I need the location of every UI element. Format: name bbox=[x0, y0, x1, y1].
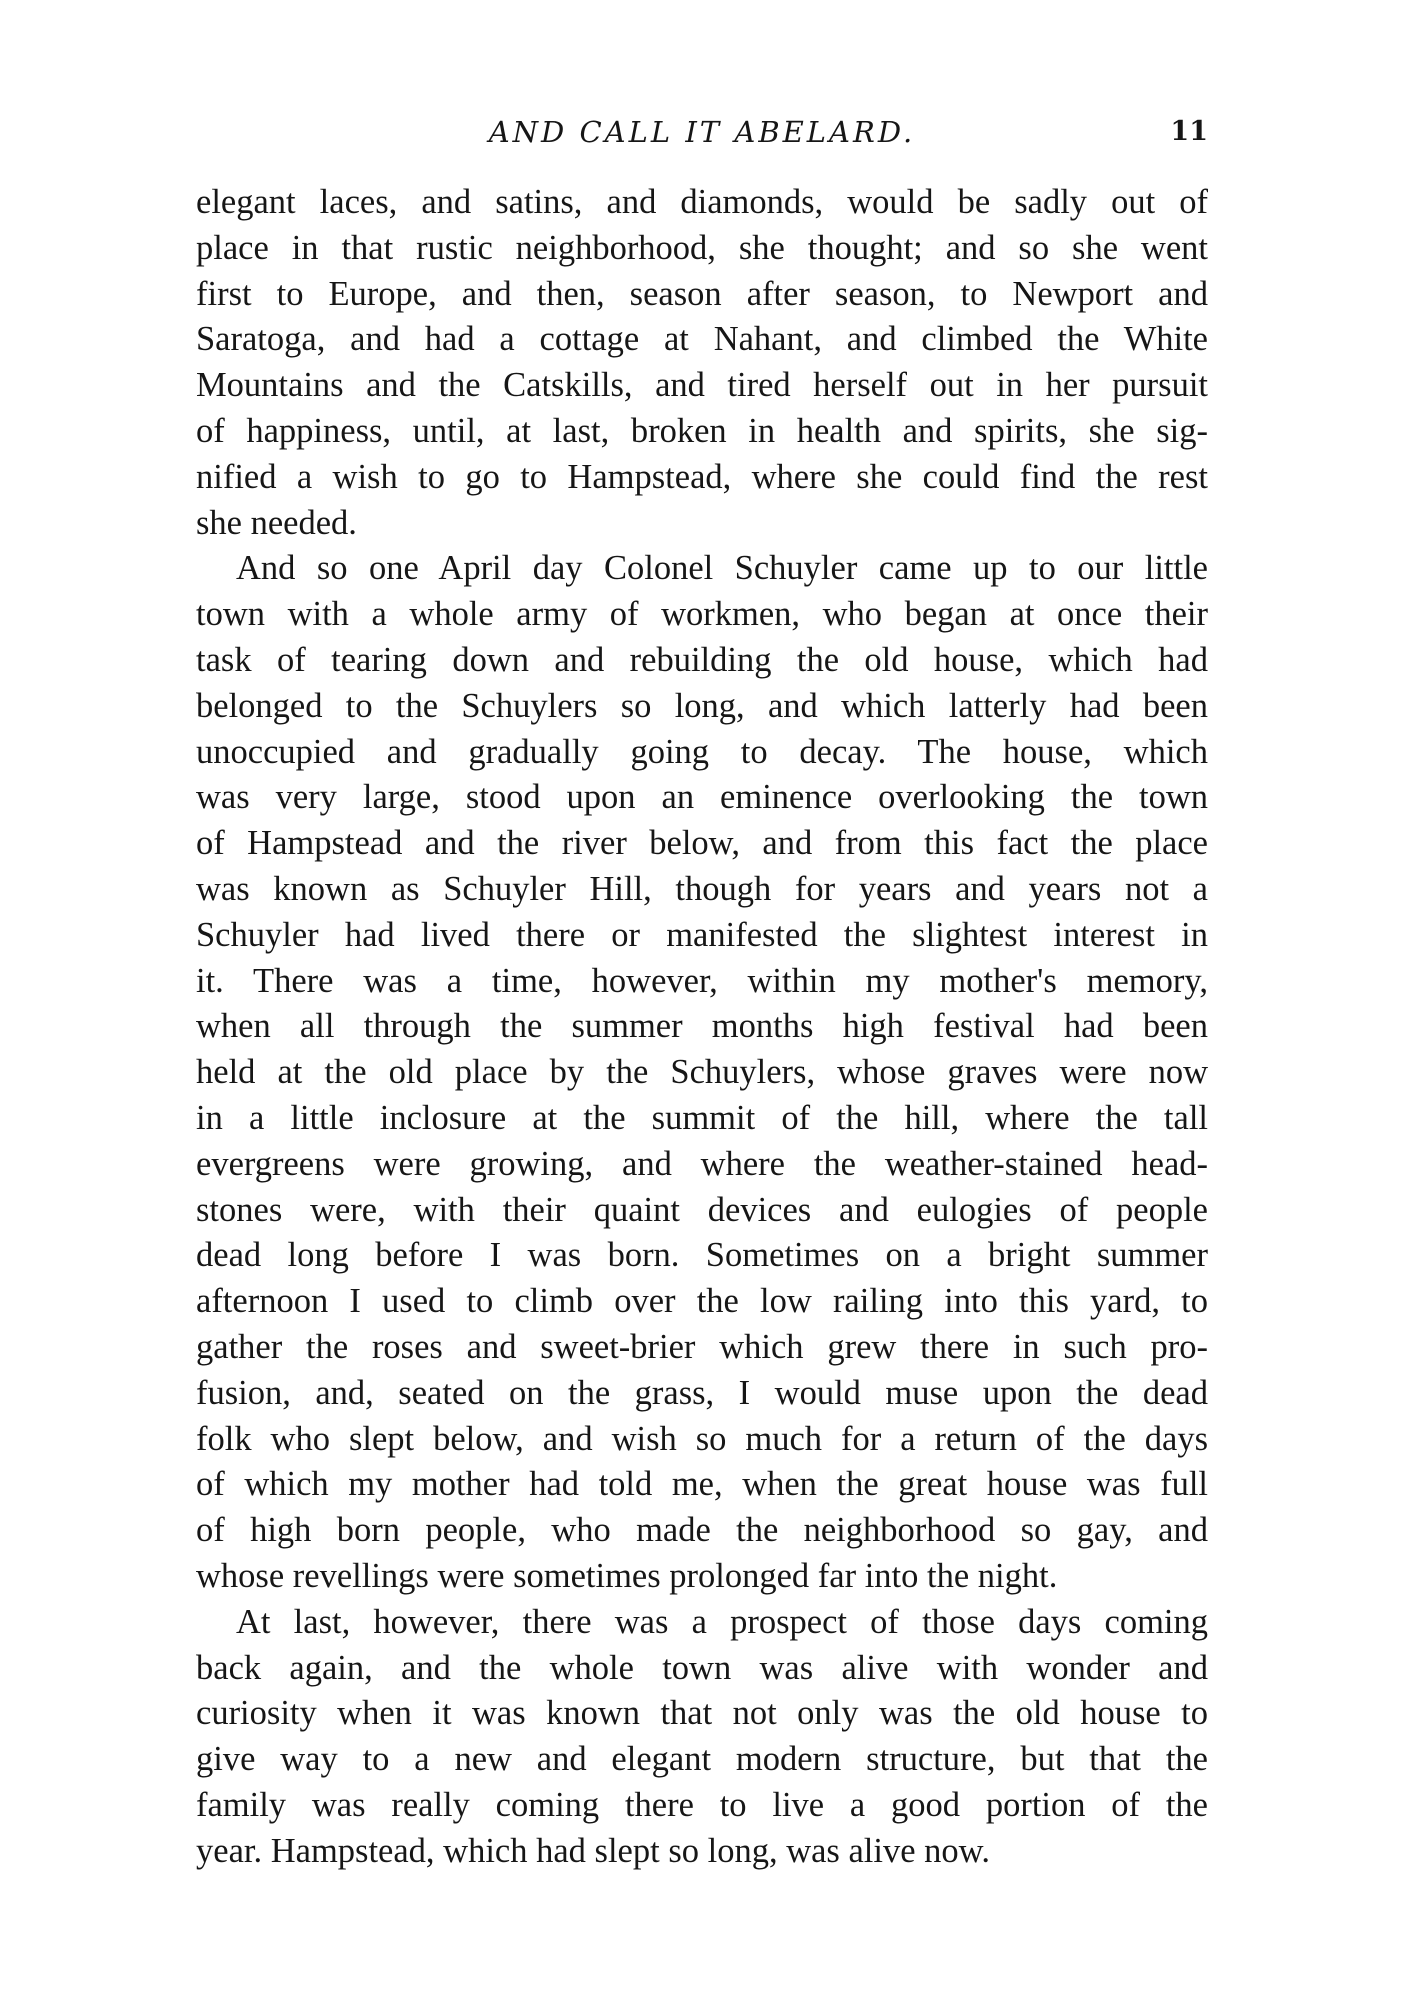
paragraph-3 bbox=[196, 1600, 1208, 1875]
text-line: nified a wish to go to Hampstead, where she could find the rest bbox=[196, 457, 1208, 496]
text-line: first to Europe, and then, season after season, to Newport and bbox=[196, 274, 1208, 313]
text-line: of happiness, until, at last, broken in health and spirits, she sig- bbox=[196, 411, 1208, 450]
text-line: belonged to the Schuylers so long, and which latterly had been bbox=[196, 686, 1208, 725]
text-line: year. Hampstead, which had slept so long, was alive now. bbox=[196, 1831, 990, 1870]
text-line: At last, however, there was a prospect of those days coming bbox=[236, 1602, 1208, 1641]
text-line: fusion, and, seated on the grass, I would muse upon the dead bbox=[196, 1373, 1208, 1412]
text-line: folk who slept below, and wish so much for a return of the days bbox=[196, 1419, 1208, 1458]
paragraph-1 bbox=[196, 180, 1208, 546]
body-text bbox=[196, 180, 1208, 1874]
text-line: give way to a new and elegant modern structure, but that the bbox=[196, 1740, 1208, 1779]
text-line: when all through the summer months high festival had been bbox=[196, 1007, 1208, 1046]
text-line: And so one April day Colonel Schuyler came up to our little bbox=[236, 549, 1208, 588]
text-line: dead long before I was born. Sometimes on a bright summer bbox=[196, 1236, 1208, 1275]
text-line: was very large, stood upon an eminence overlooking the town bbox=[196, 778, 1208, 817]
text-line: it. There was a time, however, within my mother's memory, bbox=[196, 961, 1208, 1000]
text-line: family was really coming there to live a good portion of the bbox=[196, 1785, 1208, 1824]
text-line: Mountains and the Catskills, and tired herself out in her pursuit bbox=[196, 366, 1208, 405]
text-line: town with a whole army of workmen, who began at once their bbox=[196, 595, 1208, 634]
text-line: whose revellings were sometimes prolonged far into the night. bbox=[196, 1556, 1058, 1595]
text-line: evergreens were growing, and where the weather-stained head- bbox=[196, 1144, 1208, 1183]
text-line: of Hampstead and the river below, and from this fact the place bbox=[196, 824, 1208, 863]
running-head bbox=[196, 112, 1208, 152]
text-line: afternoon I used to climb over the low railing into this yard, to bbox=[196, 1282, 1208, 1321]
text-line: place in that rustic neighborhood, she thought; and so she went bbox=[196, 228, 1208, 267]
text-line: in a little inclosure at the summit of the hill, where the tall bbox=[196, 1098, 1208, 1137]
text-line: unoccupied and gradually going to decay. The house, which bbox=[196, 732, 1208, 771]
text-line: task of tearing down and rebuilding the old house, which had bbox=[196, 640, 1208, 679]
text-line: elegant laces, and satins, and diamonds, would be sadly out of bbox=[196, 183, 1208, 221]
text-line: Saratoga, and had a cottage at Nahant, and climbed the White bbox=[196, 320, 1208, 359]
text-line: Schuyler had lived there or manifested the slightest interest in bbox=[196, 915, 1208, 954]
paragraph-2 bbox=[196, 546, 1208, 1599]
text-line: curiosity when it was known that not only was the old house to bbox=[196, 1694, 1208, 1733]
text-line: of high born people, who made the neighborhood so gay, and bbox=[196, 1511, 1208, 1550]
text-line: stones were, with their quaint devices and eulogies of people bbox=[196, 1190, 1208, 1229]
text-line: was known as Schuyler Hill, though for years and years not a bbox=[196, 869, 1208, 908]
text-line: back again, and the whole town was alive with wonder and bbox=[196, 1648, 1208, 1687]
text-line: gather the roses and sweet-brier which grew there in such pro- bbox=[196, 1327, 1208, 1366]
text-line: held at the old place by the Schuylers, whose graves were now bbox=[196, 1053, 1208, 1092]
page-number: 11 bbox=[1170, 116, 1208, 147]
text-line: of which my mother had told me, when the great house was full bbox=[196, 1465, 1208, 1504]
running-title: AND CALL IT ABELARD. bbox=[488, 115, 916, 149]
text-line: she needed. bbox=[196, 503, 357, 542]
